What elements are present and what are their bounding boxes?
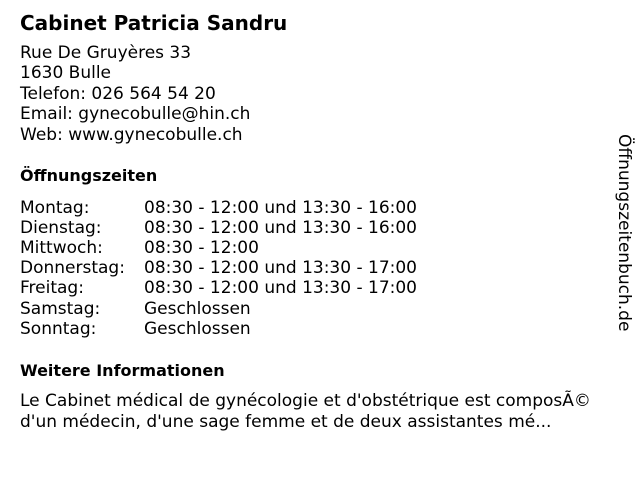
- site-watermark: Öffnungszeitenbuch.de: [614, 134, 634, 332]
- postal-city: 1630 Bulle: [20, 63, 112, 84]
- day-label: Sonntag:: [20, 318, 97, 339]
- further-info-text: Le Cabinet médical de gynécologie et d'obstétrique est composÃ© d'un médecin, d'une sage femme et de deux assistantes mé...: [20, 390, 591, 432]
- hours-row-monday: [20, 198, 600, 218]
- business-name: Cabinet Patricia Sandru: [20, 11, 288, 35]
- hours-value: 08:30 - 12:00 und 13:30 - 17:00: [144, 258, 417, 279]
- hours-row-sunday: [20, 319, 600, 339]
- hours-value: 08:30 - 12:00 und 13:30 - 16:00: [144, 218, 417, 239]
- day-label: Freitag:: [20, 278, 84, 299]
- opening-hours-heading: Öffnungszeiten: [20, 166, 158, 186]
- contact-details: [20, 43, 600, 145]
- hours-row-wednesday: [20, 238, 600, 258]
- hours-value: 08:30 - 12:00 und 13:30 - 16:00: [144, 198, 417, 219]
- hours-value: Geschlossen: [144, 298, 251, 319]
- day-label: Donnerstag:: [20, 258, 125, 279]
- hours-row-saturday: [20, 299, 600, 319]
- hours-value: Geschlossen: [144, 318, 251, 339]
- business-card: [20, 10, 600, 433]
- hours-row-friday: [20, 278, 600, 298]
- hours-value: 08:30 - 12:00 und 13:30 - 17:00: [144, 278, 417, 299]
- phone-number: Telefon: 026 564 54 20: [20, 83, 216, 104]
- email-address: Email: gynecobulle@hin.ch: [20, 104, 251, 125]
- opening-hours-table: [20, 198, 600, 339]
- hours-row-tuesday: [20, 218, 600, 238]
- day-label: Samstag:: [20, 298, 101, 319]
- website-url: Web: www.gynecobulle.ch: [20, 124, 243, 145]
- further-info-heading: Weitere Informationen: [20, 360, 225, 380]
- hours-row-thursday: [20, 258, 600, 278]
- hours-value: 08:30 - 12:00: [144, 238, 259, 259]
- day-label: Dienstag:: [20, 218, 102, 239]
- day-label: Mittwoch:: [20, 238, 103, 259]
- street-address: Rue De Gruyères 33: [20, 43, 192, 63]
- day-label: Montag:: [20, 198, 90, 219]
